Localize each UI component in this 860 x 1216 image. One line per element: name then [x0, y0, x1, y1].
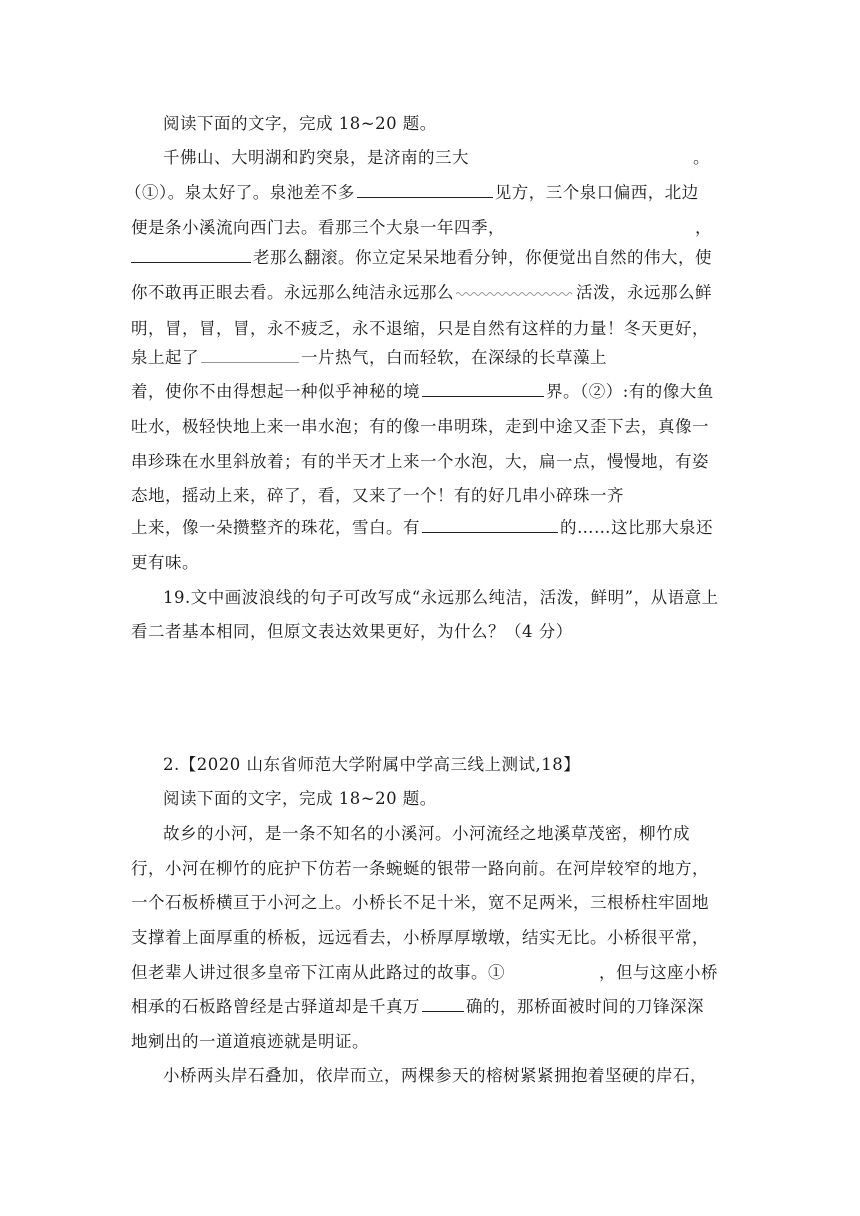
passage-line [131, 246, 731, 270]
passage-text: 泉上起了 [131, 348, 199, 367]
passage-text: 吐水，极轻快地上来一串水泡；有的像一串明珠，走到中途又歪下去，真像一 [131, 417, 709, 436]
question-line [131, 620, 731, 644]
passage-text: 千佛山、大明湖和趵突泉，是济南的三大 [163, 148, 469, 167]
passage-text: 一片热气，白而轻软，在深绿的长草藻上 [301, 348, 607, 367]
instruction-text: 阅读下面的文字，完成 18~20 题。 [163, 789, 437, 808]
instruction-text: 阅读下面的文字，完成 18~20 题。 [163, 114, 437, 133]
answer-blank[interactable] [422, 380, 544, 397]
passage-line [131, 1030, 731, 1054]
passage-text: 界。（②）:有的像大鱼 [546, 382, 714, 401]
passage-line [131, 317, 731, 341]
passage-text: 小桥两头岸石叠加，依岸而立，两棵参天的榕树紧紧拥抱着坚硬的岸石， [163, 1066, 707, 1085]
passage-line [125, 181, 725, 205]
passage-text: 确的，那桥面被时间的刀锋深深 [466, 997, 704, 1016]
passage-text: （①）。泉太好了。泉池差不多 [125, 183, 355, 202]
instruction-line [163, 787, 763, 811]
passage-line [131, 995, 731, 1019]
passage-text: 更有味。 [131, 553, 199, 572]
passage-text: 你不敢再正眼去看。永远那么纯洁永远那么 [131, 283, 454, 302]
section-title-text: 2.【2020 山东省师范大学附属中学高三线上测试,18】 [163, 755, 581, 774]
passage-text: 相承的石板路曾经是古驿道却是千真万 [131, 997, 420, 1016]
question-text: 看二者基本相同，但原文表达效果更好，为什么？（4 分） [131, 622, 573, 641]
passage-text: 支撑着上面厚重的桥板，远远看去，小桥厚厚墩墩，结实无比。小桥很平常， [131, 928, 709, 947]
answer-blank[interactable] [201, 346, 299, 363]
passage-text: 着，使你不由得想起一种似乎神秘的境 [131, 382, 420, 401]
question-text: 19.文中画波浪线的句子可改写成“永远那么纯洁，活泼，鲜明”，从语意上 [163, 588, 719, 607]
answer-blank[interactable] [471, 147, 691, 163]
passage-line [131, 450, 731, 474]
answer-blank[interactable] [507, 217, 693, 233]
passage-line [163, 146, 763, 170]
question-line [163, 586, 763, 610]
passage-text: 活泼，永远那么鲜 [576, 283, 712, 302]
passage-line [131, 516, 731, 540]
passage-line [131, 281, 731, 305]
answer-blank[interactable] [422, 995, 464, 1012]
passage-text: 一个石板桥横亘于小河之上。小桥长不足十米，宽不足两米，三根桥柱牢固地 [131, 893, 709, 912]
passage-line [131, 926, 731, 950]
passage-text: 便是条小溪流向西门去。看那三个大泉一年四季， [131, 218, 505, 237]
passage-text: 故乡的小河，是一条不知名的小溪河。小河流经之地溪草茂密，柳竹成 [163, 824, 690, 843]
section-title [163, 753, 763, 777]
wavy-underline [456, 288, 574, 298]
passage-line [131, 484, 731, 508]
passage-line [131, 415, 731, 439]
passage-line [163, 822, 763, 846]
passage-text: 但老辈人讲过很多皇帝下江南从此路过的故事。① [131, 963, 505, 982]
passage-line [131, 380, 731, 404]
passage-line [131, 891, 731, 915]
passage-text: 见方，三个泉口偏西，北边 [494, 183, 699, 202]
answer-blank[interactable] [131, 246, 251, 263]
passage-text: 串珍珠在水里斜放着；有的半天才上来一个水泡，大，扁一点，慢慢地，有姿 [131, 452, 709, 471]
passage-line [131, 216, 731, 240]
instruction-line [163, 112, 763, 136]
passage-line [131, 346, 731, 370]
passage-text: 明，冒，冒，冒，永不疲乏，永不退缩，只是自然有这样的力量！冬天更好， [131, 319, 709, 338]
answer-blank[interactable] [507, 962, 597, 978]
passage-line [163, 1064, 763, 1088]
passage-line [131, 857, 731, 881]
passage-text: 老那么翻滚。你立定呆呆地看分钟，你便觉出自然的伟大，使 [253, 248, 712, 267]
passage-text: ，但与这座小桥 [599, 963, 718, 982]
passage-text: 行，小河在柳竹的庇护下仿若一条蜿蜒的银带一路向前。在河岸较窄的地方， [131, 859, 709, 878]
passage-line [131, 961, 731, 985]
passage-text: 地剜出的一道道痕迹就是明证。 [131, 1032, 369, 1051]
answer-blank[interactable] [422, 516, 558, 533]
passage-text: 态地，摇动上来，碎了，看，又来了一个！有的好几串小碎珠一齐 [131, 486, 624, 505]
answer-blank[interactable] [357, 181, 493, 198]
passage-text: 。 [693, 148, 710, 167]
passage-text: 的……这比那大泉还 [560, 518, 713, 537]
passage-text: ， [695, 218, 712, 237]
passage-text: 上来，像一朵攒整齐的珠花，雪白。有 [131, 518, 420, 537]
passage-line [131, 551, 731, 575]
